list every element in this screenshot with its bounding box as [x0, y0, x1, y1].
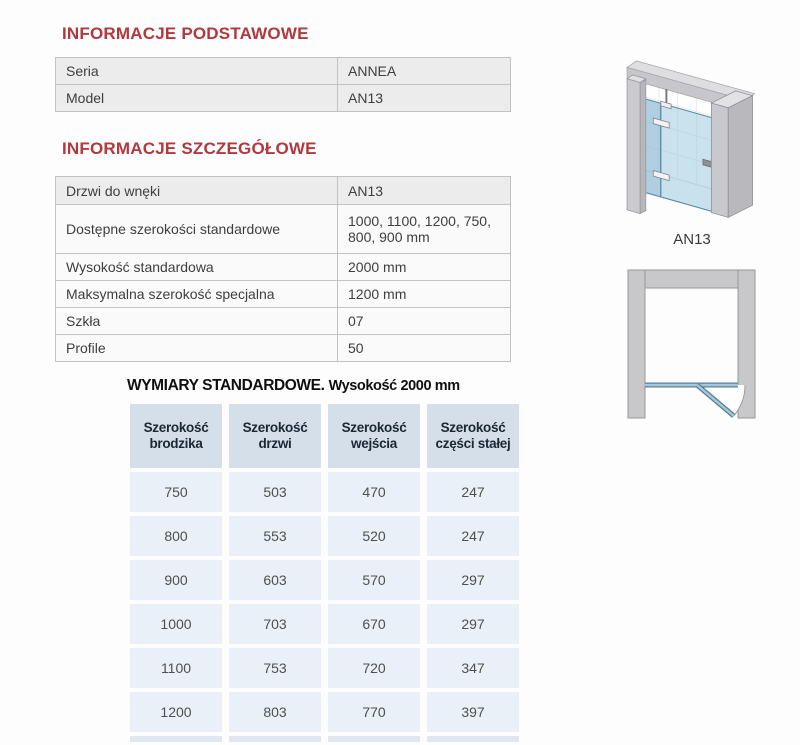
row-label: Dostępne szerokości standardowe: [56, 205, 338, 254]
table-row: [56, 85, 511, 112]
model-label: AN13: [673, 231, 711, 248]
table-row: [56, 205, 511, 254]
dimensions-subtitle: Wysokość 2000 mm: [328, 378, 460, 394]
table-cell: 397: [427, 692, 519, 732]
table-row: [56, 177, 511, 205]
table-cell: [229, 736, 321, 742]
table-cell: 703: [229, 604, 321, 644]
row-label: Maksymalna szerokość specjalna: [56, 281, 338, 308]
row-value: ANNEA: [338, 58, 511, 85]
table-cell: 1200: [130, 692, 222, 732]
table-cell: 720: [328, 648, 420, 688]
table-cell: 670: [328, 604, 420, 644]
table-cell: 603: [229, 560, 321, 600]
table-cell: [427, 736, 519, 742]
table-cell: 570: [328, 560, 420, 600]
row-label: Wysokość standardowa: [56, 254, 338, 281]
column-header: Szerokość wejścia: [328, 404, 420, 468]
shower-niche-isometric-diagram: [612, 30, 762, 222]
row-value: 1000, 1100, 1200, 750, 800, 900 mm: [338, 205, 511, 254]
row-value: AN13: [338, 85, 511, 112]
table-cell: [328, 736, 420, 742]
row-value: 50: [338, 335, 511, 362]
table-cell: 297: [427, 560, 519, 600]
table-row: [56, 308, 511, 335]
dimensions-title: WYMIARY STANDARDOWE.: [127, 377, 325, 394]
row-value: 07: [338, 308, 511, 335]
clipped-table-row: [130, 736, 519, 742]
dimensions-heading: [127, 377, 460, 395]
table-cell: 1000: [130, 604, 222, 644]
table-cell: 470: [328, 472, 420, 512]
row-label: Model: [56, 85, 338, 112]
row-label: Profile: [56, 335, 338, 362]
table-row: [56, 254, 511, 281]
row-label: Seria: [56, 58, 338, 85]
table-cell: 803: [229, 692, 321, 732]
dimensions-table: [130, 404, 519, 732]
row-label: Szkła: [56, 308, 338, 335]
detail-info-heading: INFORMACJE SZCZEGÓŁOWE: [62, 139, 317, 158]
table-cell: 753: [229, 648, 321, 688]
detail-info-table: [55, 176, 511, 362]
basic-info-heading: INFORMACJE PODSTAWOWE: [62, 24, 309, 43]
row-value: 2000 mm: [338, 254, 511, 281]
table-cell: 503: [229, 472, 321, 512]
table-cell: 247: [427, 472, 519, 512]
basic-info-table: [55, 57, 511, 112]
table-cell: 1100: [130, 648, 222, 688]
table-cell: 247: [427, 516, 519, 556]
shower-door-plan-diagram: [622, 265, 762, 425]
table-cell: 900: [130, 560, 222, 600]
table-cell: 520: [328, 516, 420, 556]
table-cell: 800: [130, 516, 222, 556]
table-row: [56, 335, 511, 362]
table-cell: 297: [427, 604, 519, 644]
column-header: Szerokość części stałej: [427, 404, 519, 468]
table-cell: 347: [427, 648, 519, 688]
table-row: [56, 58, 511, 85]
table-row: [56, 281, 511, 308]
column-header: Szerokość drzwi: [229, 404, 321, 468]
row-value: AN13: [338, 177, 511, 205]
row-value: 1200 mm: [338, 281, 511, 308]
table-cell: [130, 736, 222, 742]
table-cell: 770: [328, 692, 420, 732]
table-cell: 553: [229, 516, 321, 556]
table-cell: 750: [130, 472, 222, 512]
row-label: Drzwi do wnęki: [56, 177, 338, 205]
column-header: Szerokość brodzika: [130, 404, 222, 468]
